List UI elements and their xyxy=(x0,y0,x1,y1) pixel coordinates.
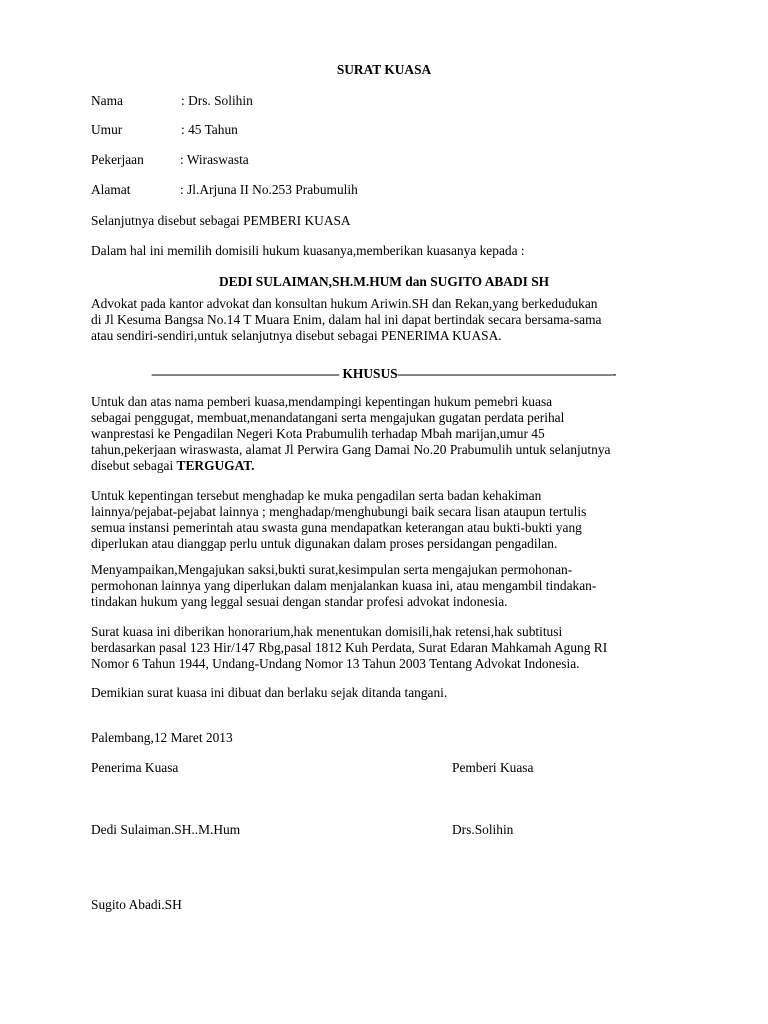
pemberi-kuasa-line: Selanjutnya disebut sebagai PEMBERI KUASA xyxy=(91,213,351,228)
paragraph-line: Menyampaikan,Mengajukan saksi,bukti surat,kesimpulan serta mengajukan permohonan- xyxy=(91,562,573,577)
field-label-pekerjaan: Pekerjaan xyxy=(91,152,144,167)
paragraph-text: disebut sebagai xyxy=(91,458,177,473)
paragraph-line: permohonan lainnya yang diperlukan dalam menjalankan kuasa ini, atau mengambil tindakan- xyxy=(91,578,597,593)
place-date: Palembang,12 Maret 2013 xyxy=(91,730,233,745)
field-value-nama: : Drs. Solihin xyxy=(181,93,253,108)
paragraph-line: Nomor 6 Tahun 1944, Undang-Undang Nomor 13 Tahun 2003 Tentang Advokat Indonesia. xyxy=(91,656,580,671)
paragraph-2 xyxy=(91,488,679,552)
paragraph-line: Untuk dan atas nama pemberi kuasa,mendampingi kepentingan hukum pemebri kuasa xyxy=(91,394,553,409)
field-value-umur: : 45 Tahun xyxy=(181,122,238,137)
domisili-line: Dalam hal ini memilih domisili hukum kuasanya,memberikan kuasanya kepada : xyxy=(91,243,525,258)
paragraph-line: wanprestasi ke Pengadilan Negeri Kota Prabumulih terhadap Mbah marijan,umur 45 xyxy=(91,426,545,441)
advokat-paragraph xyxy=(91,296,679,344)
advokat-line: di Jl Kesuma Bangsa No.14 T Muara Enim, dalam hal ini dapat bertindak secara bersama-sama xyxy=(91,312,602,327)
field-label-umur: Umur xyxy=(91,122,123,137)
paragraph-line: lainnya/pejabat-pejabat lainnya ; menghadap/menghubungi baik secara lisan ataupun tertulis xyxy=(91,504,587,519)
field-label-nama: Nama xyxy=(91,93,123,108)
penerima-names: DEDI SULAIMAN,SH.M.HUM dan SUGITO ABADI SH xyxy=(218,274,550,289)
paragraph-line-last xyxy=(91,458,679,474)
paragraph-line: Untuk kepentingan tersebut menghadap ke muka pengadilan serta badan kehakiman xyxy=(91,488,542,503)
tergugat-label: TERGUGAT. xyxy=(176,458,255,473)
paragraph-3 xyxy=(91,562,679,610)
pemberi-kuasa-label: Pemberi Kuasa xyxy=(452,760,534,775)
paragraph-line: sebagai penggugat, membuat,menandatangani serta mengajukan gugatan perdata perihal xyxy=(91,410,565,425)
field-value-pekerjaan: : Wiraswasta xyxy=(180,152,249,167)
penerima-signature-name-2: Sugito Abadi.SH xyxy=(91,897,182,912)
khusus-heading: —————————————— KHUSUS————————————————- xyxy=(151,366,617,381)
paragraph-line: diperlukan atau dianggap perlu untuk digunakan dalam proses persidangan pengadilan. xyxy=(91,536,558,551)
penerima-signature-name-1: Dedi Sulaiman.SH..M.Hum xyxy=(91,822,241,837)
closing-line: Demikian surat kuasa ini dibuat dan berlaku sejak ditanda tangani. xyxy=(91,685,448,700)
field-label-alamat: Alamat xyxy=(91,182,131,197)
paragraph-line: tindakan hukum yang leggal sesuai dengan standar profesi advokat indonesia. xyxy=(91,594,508,609)
advokat-line: Advokat pada kantor advokat dan konsultan hukum Ariwin.SH dan Rekan,yang berkedudukan xyxy=(91,296,598,311)
paragraph-4 xyxy=(91,624,679,672)
paragraph-line: Surat kuasa ini diberikan honorarium,hak menentukan domisili,hak retensi,hak subtitusi xyxy=(91,624,563,639)
paragraph-line: berdasarkan pasal 123 Hir/147 Rbg,pasal 1812 Kuh Perdata, Surat Edaran Mahkamah Agung RI xyxy=(91,640,608,655)
paragraph-1 xyxy=(91,394,679,474)
advokat-line: atau sendiri-sendiri,untuk selanjutnya disebut sebagai PENERIMA KUASA. xyxy=(91,328,502,343)
penerima-kuasa-label: Penerima Kuasa xyxy=(91,760,179,775)
paragraph-line: tahun,pekerjaan wiraswasta, alamat Jl Perwira Gang Damai No.20 Prabumulih untuk selanjutnya xyxy=(91,442,611,457)
field-value-alamat: : Jl.Arjuna II No.253 Prabumulih xyxy=(180,182,358,197)
paragraph-line: semua instansi pemerintah atau swasta guna mendapatkan keterangan atau bukti-bukti yang xyxy=(91,520,582,535)
pemberi-signature-name: Drs.Solihin xyxy=(452,822,514,837)
document-title: SURAT KUASA xyxy=(336,62,432,77)
